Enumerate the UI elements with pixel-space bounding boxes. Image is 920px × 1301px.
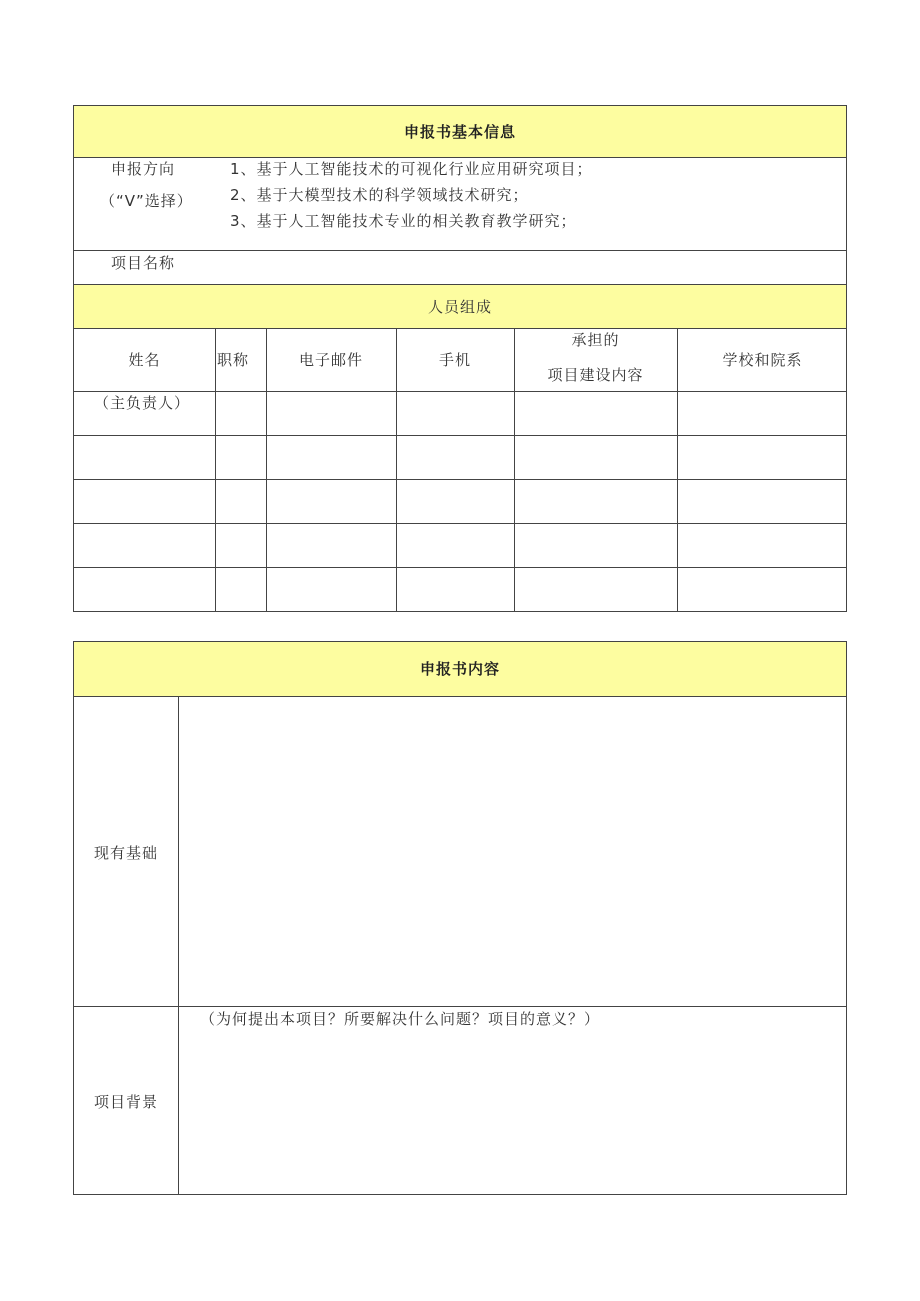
background-hint: （为何提出本项目？所要解决什么问题？项目的意义？） [200,1010,601,1028]
divider [74,328,846,329]
project-name-label: 项目名称 [111,254,176,272]
background-label: 项目背景 [93,1093,158,1111]
basis-field[interactable] [179,697,846,1006]
col-header-email: 电子邮件 [298,351,363,369]
column-divider [396,328,397,611]
table-row-divider [74,523,846,524]
leader-note: （主负责人） [94,394,191,412]
personnel-title: 人员组成 [427,298,492,316]
col-header-content-line1: 承担的 [571,331,620,349]
background-field[interactable] [179,1032,846,1194]
column-divider [215,328,216,611]
divider [74,157,846,158]
basis-label: 现有基础 [93,844,158,862]
col-header-school: 学校和院系 [722,351,803,369]
column-divider [677,328,678,611]
divider [74,391,846,392]
table-row-divider [74,479,846,480]
direction-option-3[interactable]: 3、基于人工智能技术专业的相关教育教学研究； [230,212,577,230]
basic-info-table [73,105,847,612]
column-divider [266,328,267,611]
table-row-divider [74,567,846,568]
col-header-name: 姓名 [128,351,161,369]
content-title: 申报书内容 [419,660,500,678]
basic-info-title: 申报书基本信息 [403,123,516,141]
content-table [73,641,847,1195]
col-header-phone: 手机 [438,351,471,369]
direction-hint: （“V”选择） [100,192,193,210]
col-header-content-line2: 项目建设内容 [547,366,644,384]
table-row-divider [74,435,846,436]
project-name-field[interactable] [214,251,846,284]
direction-option-1[interactable]: 1、基于人工智能技术的可视化行业应用研究项目； [230,160,593,178]
direction-label: 申报方向 [111,160,176,178]
col-header-title: 职称 [217,351,250,369]
divider [74,1006,846,1007]
direction-option-2[interactable]: 2、基于大模型技术的科学领域技术研究； [230,186,529,204]
